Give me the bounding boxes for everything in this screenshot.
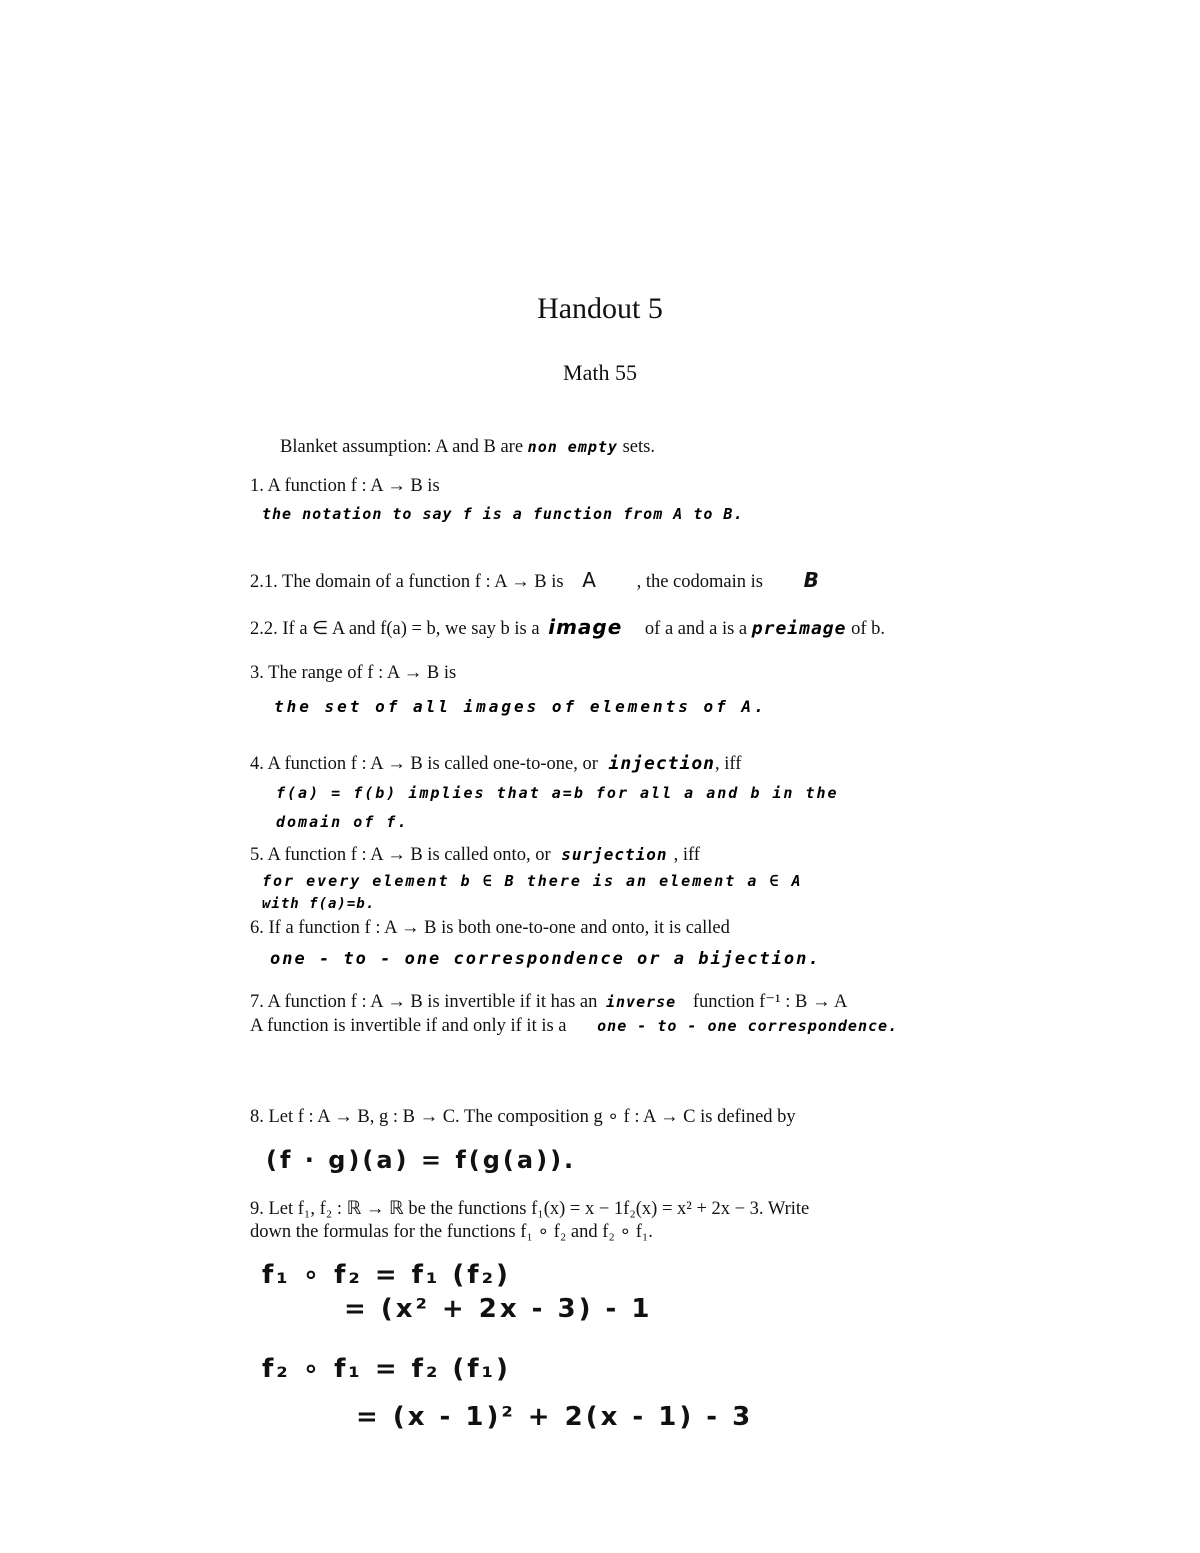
q4-line <box>250 753 741 775</box>
q6-answer: one - to - one correspondence or a bijection. <box>270 949 821 969</box>
q5-answer-term: surjection <box>561 845 668 864</box>
q9-work-1a: f₁ ∘ f₂ = f₁ (f₂) <box>262 1260 511 1290</box>
q2-2-prompt-a: 2.2. If a ∈ A and f(a) = b, we say b is a <box>250 619 540 639</box>
page-subtitle: Math 55 <box>563 360 637 385</box>
q4-answer-line1: f(a) = f(b) implies that a=b for all a and b in the <box>276 784 839 802</box>
q2-2-line <box>250 615 885 640</box>
q5-prompt: 5. A function f : A → B is called onto, or <box>250 845 551 865</box>
q3-prompt: 3. The range of f : A → B is <box>250 663 457 683</box>
q8-answer: (f · g)(a) = f(g(a)). <box>266 1146 577 1174</box>
q7-prompt-b: function f⁻¹ : B → A <box>692 992 848 1012</box>
q4-answer-term: injection <box>608 753 716 774</box>
q1-prompt: 1. A function f : A → B is <box>250 476 440 496</box>
q4-prompt-b: , iff <box>715 754 742 774</box>
q3-answer: the set of all images of elements of A. <box>274 697 767 716</box>
q2-2-prompt-c: of b. <box>851 619 886 639</box>
q8-prompt: 8. Let f : A → B, g : B → C. The composition g ∘ f : A → C is defined by <box>250 1107 796 1127</box>
q1-answer: the notation to say f is a function from A to B. <box>262 505 744 523</box>
q9-prompt-line1: 9. Let f₁, f₂ : ℝ → ℝ be the functions f₁(x) = x − 1f₂(x) = x² + 2x − 3. Write <box>250 1199 810 1219</box>
q9-prompt-line2: down the formulas for the functions f₁ ∘ f₂ and f₂ ∘ f₁. <box>250 1222 653 1242</box>
q2-1-line <box>250 568 819 593</box>
q4-answer-line2: domain of f. <box>276 813 409 831</box>
assumption-text-a: A and B are <box>431 437 528 457</box>
q2-1-answer-domain: A <box>582 568 596 592</box>
q7-line2-answer: one - to - one correspondence. <box>597 1017 899 1035</box>
q9-work-2b: = (x - 1)² + 2(x - 1) - 3 <box>356 1402 754 1432</box>
q2-2-prompt-b: of a and a is a <box>644 619 748 639</box>
assumption-handwritten: non empty <box>527 438 618 456</box>
q5-prompt-b: , iff <box>673 845 700 865</box>
q2-1-answer-codomain: B <box>803 568 819 592</box>
q7-prompt-a: 7. A function f : A → B is invertible if it has an <box>250 992 598 1012</box>
assumption-text-b: sets. <box>617 437 655 457</box>
assumption-line <box>280 437 655 458</box>
q2-2-answer-preimage: preimage <box>751 618 847 639</box>
q2-1-prompt-b: , the codomain is <box>636 572 763 592</box>
q9-work-2a: f₂ ∘ f₁ = f₂ (f₁) <box>262 1354 511 1384</box>
q7-line1 <box>250 991 847 1013</box>
q7-line2 <box>250 1016 898 1037</box>
q5-line <box>250 845 700 866</box>
page-title: Handout 5 <box>537 292 663 325</box>
q5-answer-line2: with f(a)=b. <box>262 896 376 912</box>
assumption-lead: Blanket assumption: <box>280 437 432 457</box>
q5-answer-line1: for every element b ∈ B there is an element a ∈ A <box>262 872 803 890</box>
q6-prompt: 6. If a function f : A → B is both one-to-one and onto, it is called <box>250 918 730 938</box>
q4-prompt: 4. A function f : A → B is called one-to-one, or <box>250 754 598 774</box>
q9-work-1b: = (x² + 2x - 3) - 1 <box>344 1294 653 1324</box>
q2-2-answer-image: image <box>548 615 623 639</box>
q2-1-prompt-a: 2.1. The domain of a function f : A → B is <box>250 572 564 592</box>
q7-line2-prompt: A function is invertible if and only if it is a <box>250 1016 567 1036</box>
q7-answer-term: inverse <box>606 993 677 1011</box>
